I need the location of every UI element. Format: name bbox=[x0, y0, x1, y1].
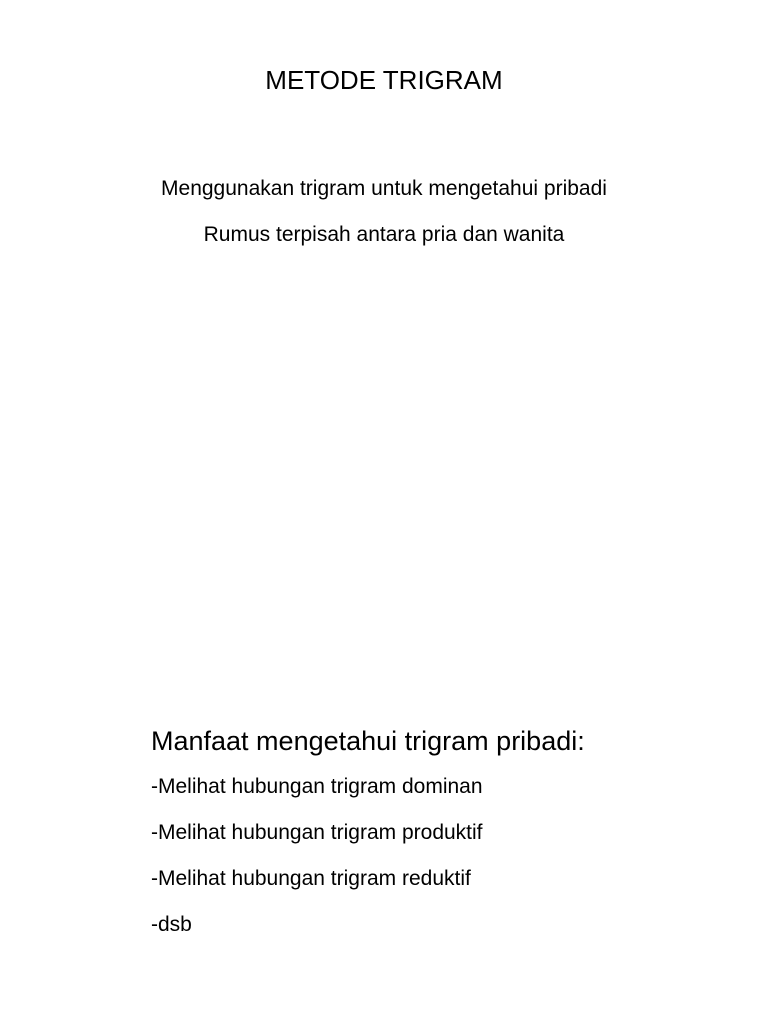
intro-line: Rumus terpisah antara pria dan wanita bbox=[203, 223, 565, 246]
list-item: -dsb bbox=[151, 913, 192, 936]
benefits-section bbox=[151, 722, 731, 958]
benefit-list bbox=[151, 774, 731, 938]
intro-section bbox=[0, 176, 768, 268]
benefits-heading: Manfaat mengetahui trigram pribadi: bbox=[151, 726, 585, 756]
list-item: -Melihat hubungan trigram dominan bbox=[151, 775, 483, 798]
list-item: -Melihat hubungan trigram produktif bbox=[151, 821, 483, 844]
list-item: -Melihat hubungan trigram reduktif bbox=[151, 867, 471, 890]
intro-line: Menggunakan trigram untuk mengetahui pribadi bbox=[161, 177, 607, 200]
page-title: METODE TRIGRAM bbox=[265, 65, 503, 95]
